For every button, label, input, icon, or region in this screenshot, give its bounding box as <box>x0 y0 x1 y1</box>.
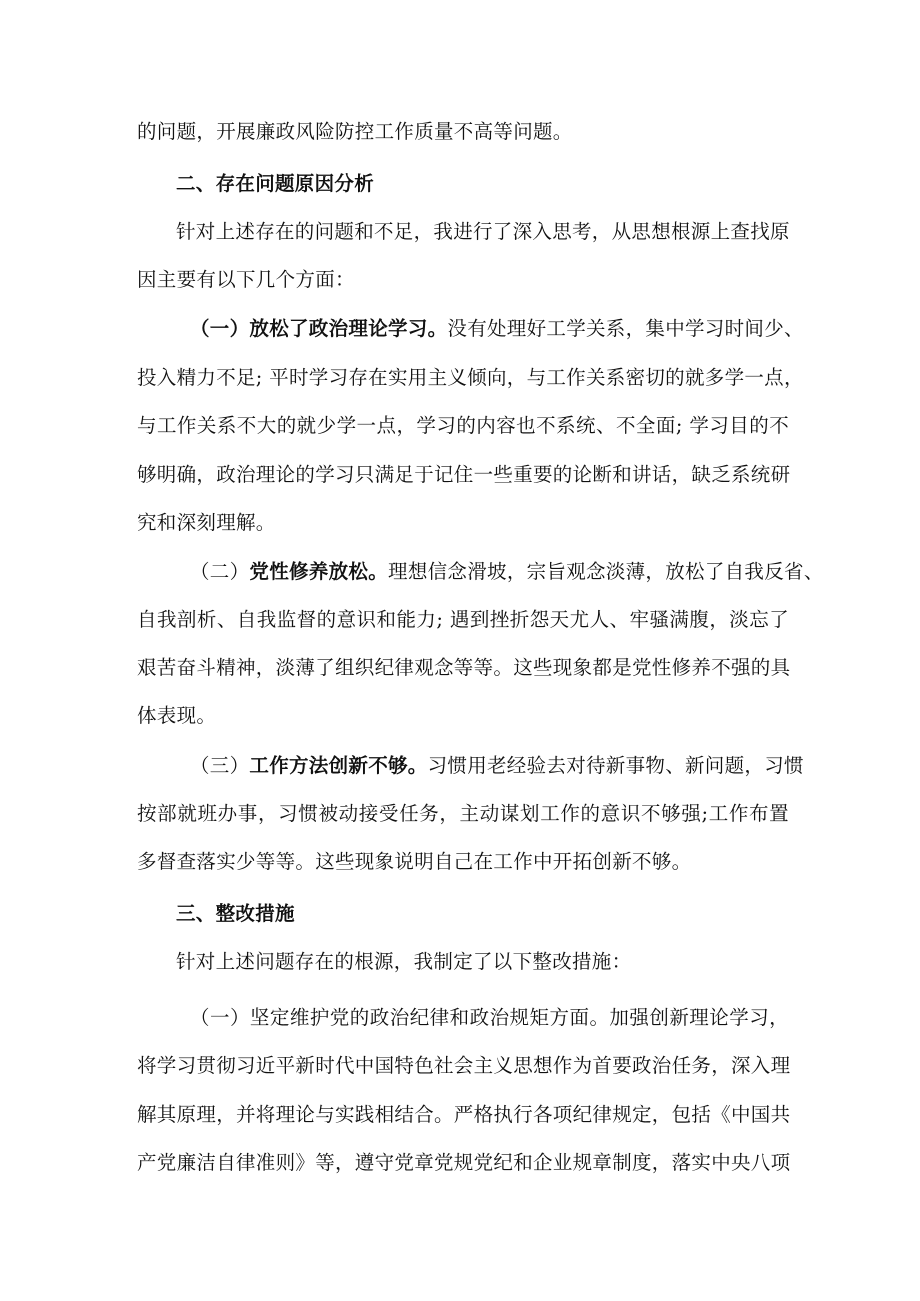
paragraph-line: 将学习贯彻习近平新时代中国特色社会主义思想作为首要政治任务，深入理 <box>137 1054 791 1077</box>
paragraph-line: 多督查落实少等等。这些现象说明自己在工作中开拓创新不够。 <box>137 850 692 873</box>
item-first-line <box>190 315 804 343</box>
item-first-line: （一）坚定维护党的政治纪律和政治规矩方面。加强创新理论学习， <box>190 1006 789 1029</box>
paragraph-line: 针对上述存在的问题和不足，我进行了深入思考，从思想根源上查找原 <box>176 220 790 243</box>
paragraph-line: 究和深刻理解。 <box>137 511 276 534</box>
paragraph-line: 体表现。 <box>137 704 217 727</box>
item-label: 工作方法创新不够。 <box>249 754 428 777</box>
paragraph-line: 够明确，政治理论的学习只满足于记住一些重要的论断和讲话，缺乏系统研 <box>137 463 791 486</box>
item-text: 习惯用老经验去对待新事物、新问题，习惯 <box>427 754 804 777</box>
item-prefix: （二） <box>190 560 250 583</box>
item-prefix: （三） <box>190 754 250 777</box>
item-label: 党性修养放松。 <box>249 560 389 583</box>
paragraph-line: 自我剖析、自我监督的意识和能力; 遇到挫折怨天尤人、牢骚满腹，淡忘了 <box>137 608 789 631</box>
item-label: （一）放松了政治理论学习。 <box>190 317 448 340</box>
paragraph-line: 解其原理，并将理论与实践相结合。严格执行各项纪律规定，包括《中国共 <box>137 1103 791 1126</box>
paragraph-line: 针对上述问题存在的根源，我制定了以下整改措施： <box>176 950 632 973</box>
item-first-line <box>190 558 824 586</box>
paragraph-line: 产党廉洁自律准则》等，遵守党章党规党纪和企业规章制度，落实中央八项 <box>137 1151 791 1174</box>
paragraph-line: 因主要有以下几个方面： <box>137 268 355 291</box>
item-text: 没有处理好工学关系，集中学习时间少、 <box>447 317 804 340</box>
item-first-line <box>190 752 804 780</box>
paragraph-line: 艰苦奋斗精神，淡薄了组织纪律观念等等。这些现象都是党性修养不强的具 <box>137 656 791 679</box>
paragraph-line-intro-tail: 的问题，开展廉政风险防控工作质量不高等问题。 <box>137 120 573 143</box>
section-heading-analysis: 二、存在问题原因分析 <box>176 172 375 195</box>
section-heading-measures: 三、整改措施 <box>176 902 295 925</box>
paragraph-line: 与工作关系不大的就少学一点，学习的内容也不系统、不全面; 学习目的不 <box>137 414 789 437</box>
paragraph-line: 投入精力不足; 平时学习存在实用主义倾向，与工作关系密切的就多学一点， <box>137 366 804 389</box>
item-text: 理想信念滑坡，宗旨观念淡薄，放松了自我反省、 <box>388 560 824 583</box>
paragraph-line: 按部就班办事，习惯被动接受任务，主动谋划工作的意识不够强;工作布置 <box>137 802 789 825</box>
